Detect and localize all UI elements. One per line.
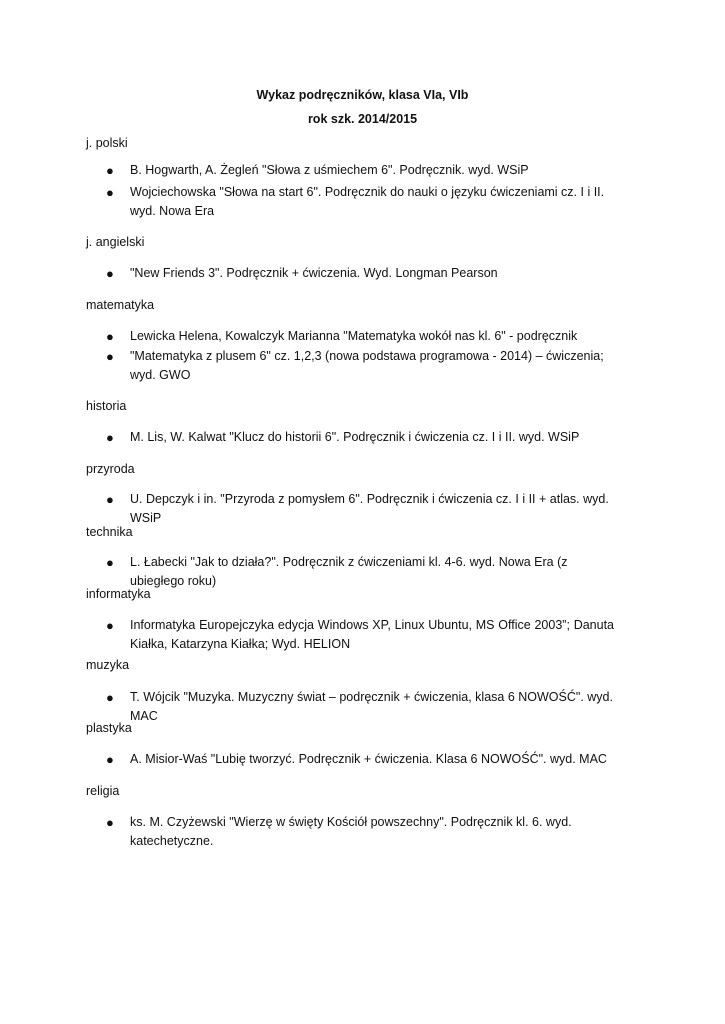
bullet-icon: ● (106, 349, 114, 364)
subject-heading-informatyka: informatyka (86, 587, 151, 601)
subject-heading-polski: j. polski (86, 136, 128, 150)
list-item-text: Informatyka Europejczyka edycja Windows XP, Linux Ubuntu, MS Office 2003”; Danuta Kiałka, Katarzyna Kiałka; Wyd. HELION (130, 618, 614, 651)
list-item-text: Wojciechowska "Słowa na start 6". Podręcznik do nauki o języku ćwiczeniami cz. I i II. wyd. Nowa Era (130, 185, 605, 218)
list-item (106, 161, 614, 180)
subject-heading-muzyka: muzyka (86, 658, 130, 672)
subject-heading-angielski: j. angielski (86, 235, 145, 249)
bullet-icon: ● (106, 492, 114, 507)
list-item (106, 264, 614, 283)
bullet-icon: ● (106, 690, 114, 705)
list-item-text: "Matematyka z plusem 6" cz. 1,2,3 (nowa podstawa programowa - 2014) – ćwiczenia; wyd. GWO (130, 349, 604, 382)
list-item (106, 183, 614, 221)
list-item-text: L. Łabecki "Jak to działa?". Podręcznik z ćwiczeniami kl. 4-6. wyd. Nowa Era (z ubiegłego roku) (130, 555, 568, 588)
bullet-icon: ● (106, 555, 114, 570)
subject-heading-historia: historia (86, 399, 127, 413)
list-item (106, 490, 614, 528)
list-item (106, 688, 614, 726)
list-item-text: ks. M. Czyżewski "Wierzę w święty Kościół powszechny". Podręcznik kl. 6. wyd. katechetyczne. (130, 815, 572, 848)
document-subtitle: rok szk. 2014/2015 (307, 112, 418, 126)
bullet-icon: ● (106, 329, 114, 344)
list-item (106, 347, 614, 385)
list-item-text: M. Lis, W. Kalwat "Klucz do historii 6". Podręcznik i ćwiczenia cz. I i II. wyd. WSiP (130, 430, 580, 444)
subject-heading-religia: religia (86, 784, 120, 798)
subject-heading-matematyka: matematyka (86, 298, 155, 312)
list-item-text: A. Misior-Waś "Lubię tworzyć. Podręcznik + ćwiczenia. Klasa 6 NOWOŚĆ". wyd. MAC (130, 752, 607, 766)
list-item-text: Lewicka Helena, Kowalczyk Marianna "Matematyka wokół nas kl. 6" - podręcznik (130, 329, 578, 343)
list-item-text: U. Depczyk i in. "Przyroda z pomysłem 6". Podręcznik i ćwiczenia cz. I i II + atlas. wyd. WSiP (130, 492, 609, 525)
subject-heading-przyroda: przyroda (86, 462, 135, 476)
list-item (106, 616, 614, 654)
bullet-icon: ● (106, 185, 114, 200)
list-item-text: "New Friends 3". Podręcznik + ćwiczenia. Wyd. Longman Pearson (130, 266, 498, 280)
subject-heading-plastyka: plastyka (86, 721, 132, 735)
document-title: Wykaz podręczników, klasa VIa, VIb (256, 88, 469, 102)
bullet-icon: ● (106, 618, 114, 633)
list-item (106, 327, 614, 346)
bullet-icon: ● (106, 430, 114, 445)
bullet-icon: ● (106, 815, 114, 830)
list-item (106, 750, 614, 769)
list-item-text: B. Hogwarth, A. Żegleń "Słowa z uśmiechem 6". Podręcznik. wyd. WSiP (130, 163, 529, 177)
bullet-icon: ● (106, 163, 114, 178)
list-item-text: T. Wójcik "Muzyka. Muzyczny świat – podręcznik + ćwiczenia, klasa 6 NOWOŚĆ". wyd. MAC (130, 690, 613, 723)
list-item (106, 428, 614, 447)
bullet-icon: ● (106, 266, 114, 281)
list-item (106, 553, 614, 591)
bullet-icon: ● (106, 752, 114, 767)
list-item (106, 813, 614, 851)
subject-heading-technika: technika (86, 525, 133, 539)
